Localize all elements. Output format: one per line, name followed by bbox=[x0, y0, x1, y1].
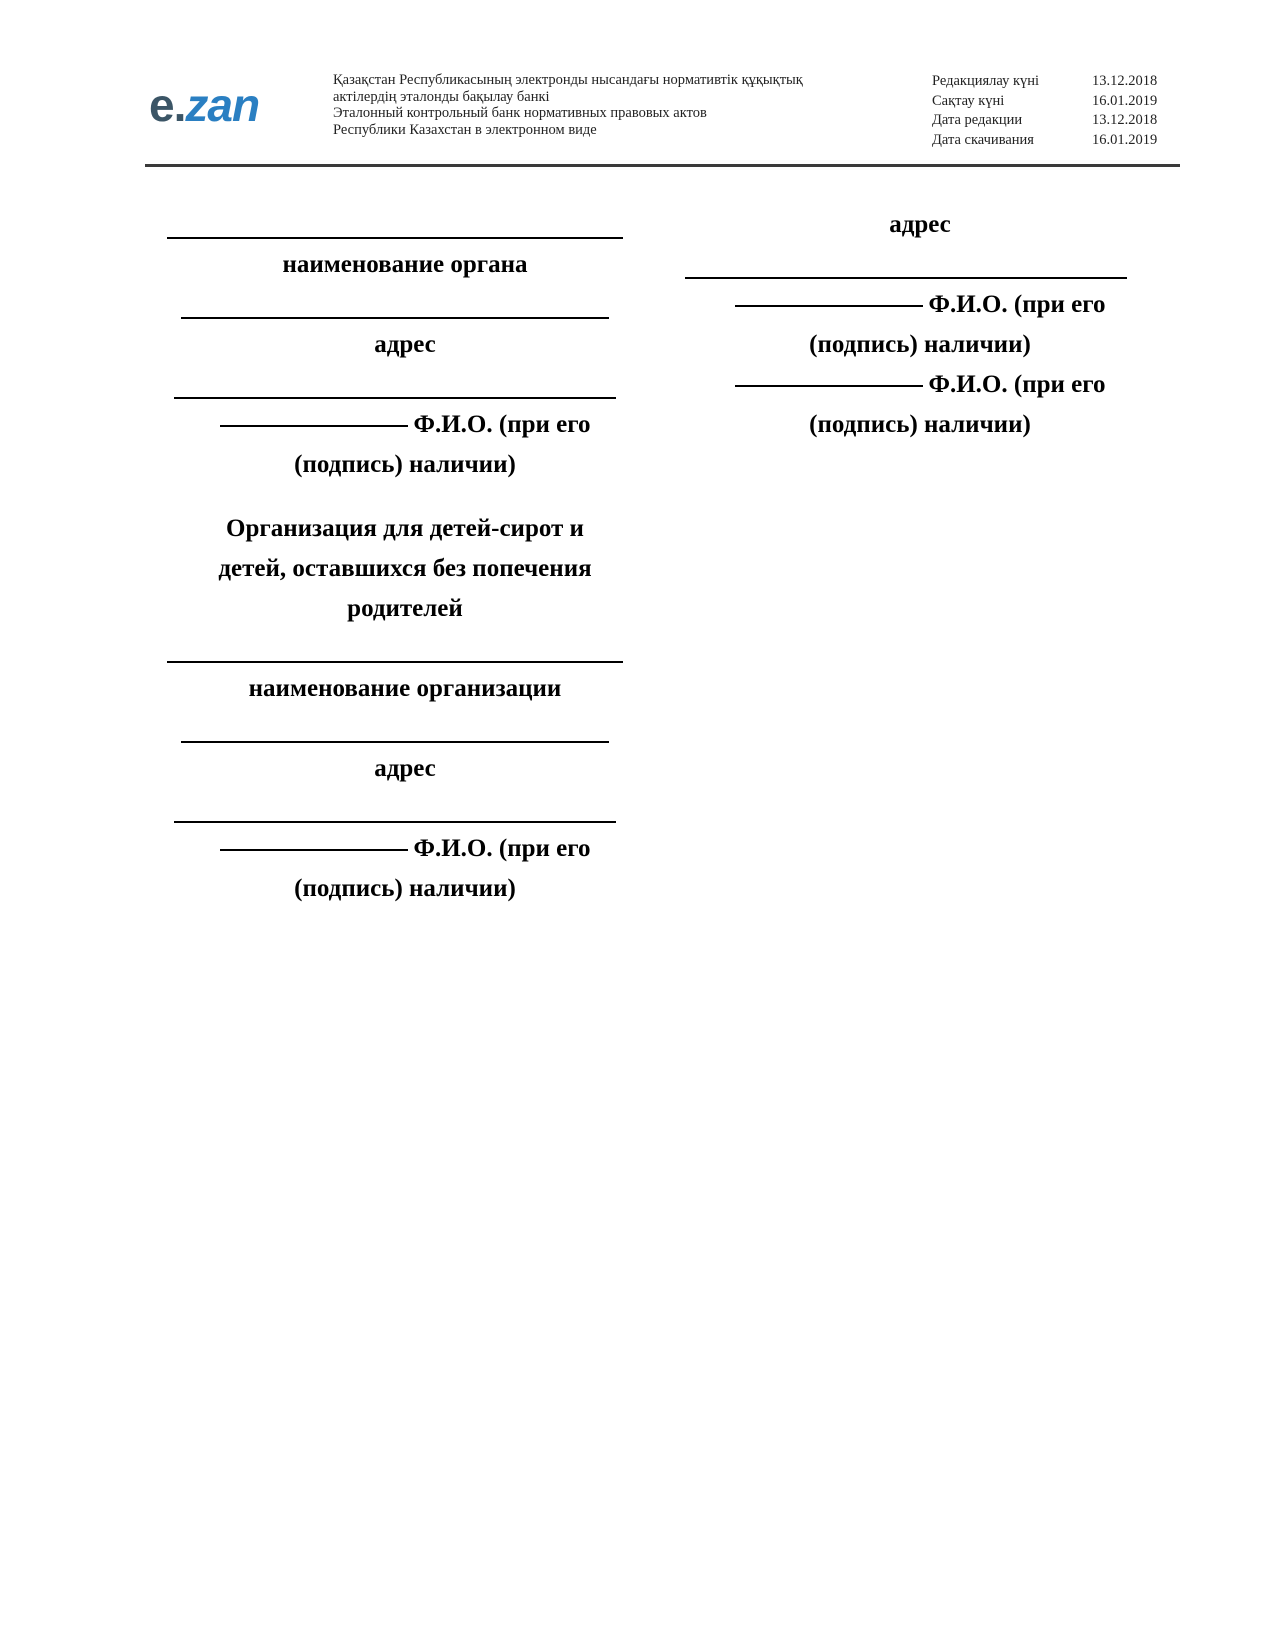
fio-line bbox=[680, 365, 1160, 405]
address-label: адрес bbox=[889, 211, 951, 238]
meta-row bbox=[932, 131, 1192, 151]
header-divider bbox=[145, 164, 1180, 167]
meta-value: 16.01.2019 bbox=[1092, 131, 1158, 148]
left-column bbox=[155, 205, 655, 909]
org-fio-line bbox=[155, 829, 655, 869]
signature-blank bbox=[220, 425, 408, 427]
fio-label: Ф.И.О. (при его bbox=[928, 291, 1106, 318]
meta-row bbox=[932, 72, 1192, 92]
meta-value: 16.01.2019 bbox=[1092, 92, 1158, 109]
header-description-line: Эталонный контрольный банк нормативных правовых актов bbox=[333, 105, 707, 121]
meta-label: Сақтау күні bbox=[932, 92, 1005, 109]
right-column bbox=[680, 205, 1160, 445]
header-description bbox=[333, 72, 893, 138]
header-description-line: Қазақстан Республикасының электронды нысандағы нормативтік құқықтық bbox=[333, 72, 803, 88]
document-header bbox=[145, 70, 1180, 162]
fio-label: Ф.И.О. (при его bbox=[413, 411, 591, 438]
blank-line bbox=[155, 709, 655, 749]
meta-label: Дата редакции bbox=[932, 112, 1023, 128]
org-title-line: детей, оставшихся без попечения bbox=[218, 555, 592, 582]
meta-value: 13.12.2018 bbox=[1092, 112, 1158, 128]
org-title-line: родителей bbox=[347, 595, 463, 622]
address-label: адрес bbox=[374, 331, 436, 358]
blank-line bbox=[155, 205, 655, 245]
blank-line bbox=[155, 285, 655, 325]
blank-line bbox=[155, 365, 655, 405]
org-name-label: наименование организации bbox=[248, 675, 562, 702]
header-description-line: Республики Казахстан в электронном виде bbox=[333, 121, 597, 138]
header-description-line: актілердің эталонды бақылау банкі bbox=[333, 88, 550, 105]
ezan-logo bbox=[149, 79, 260, 131]
meta-row bbox=[932, 92, 1192, 112]
logo-e: e. bbox=[149, 79, 186, 131]
org-title-line: Организация для детей-сирот и bbox=[226, 515, 584, 542]
meta-value: 13.12.2018 bbox=[1092, 73, 1158, 89]
fio-label: Ф.И.О. (при его bbox=[928, 371, 1106, 398]
signature-blank bbox=[735, 305, 923, 307]
blank-line bbox=[155, 629, 655, 669]
signature-blank bbox=[735, 385, 923, 387]
fio-line bbox=[680, 285, 1160, 325]
sign-label: (подпись) наличии) bbox=[809, 411, 1031, 438]
sign-label: (подпись) наличии) bbox=[294, 451, 516, 478]
fio-label: Ф.И.О. (при его bbox=[413, 835, 591, 862]
sign-label: (подпись) наличии) bbox=[809, 331, 1031, 358]
meta-row bbox=[932, 111, 1192, 131]
org-address-label: адрес bbox=[374, 755, 436, 782]
meta-label: Редакциялау күні bbox=[932, 73, 1040, 89]
header-meta bbox=[932, 72, 1192, 150]
org-sign-label: (подпись) наличии) bbox=[294, 875, 516, 902]
blank-line bbox=[155, 789, 655, 829]
signature-blank bbox=[220, 849, 408, 851]
organ-name-label: наименование органа bbox=[282, 251, 528, 278]
meta-label: Дата скачивания bbox=[932, 131, 1034, 148]
logo-zan: zan bbox=[185, 79, 260, 131]
blank-line bbox=[680, 245, 1160, 285]
fio-line bbox=[155, 405, 655, 445]
